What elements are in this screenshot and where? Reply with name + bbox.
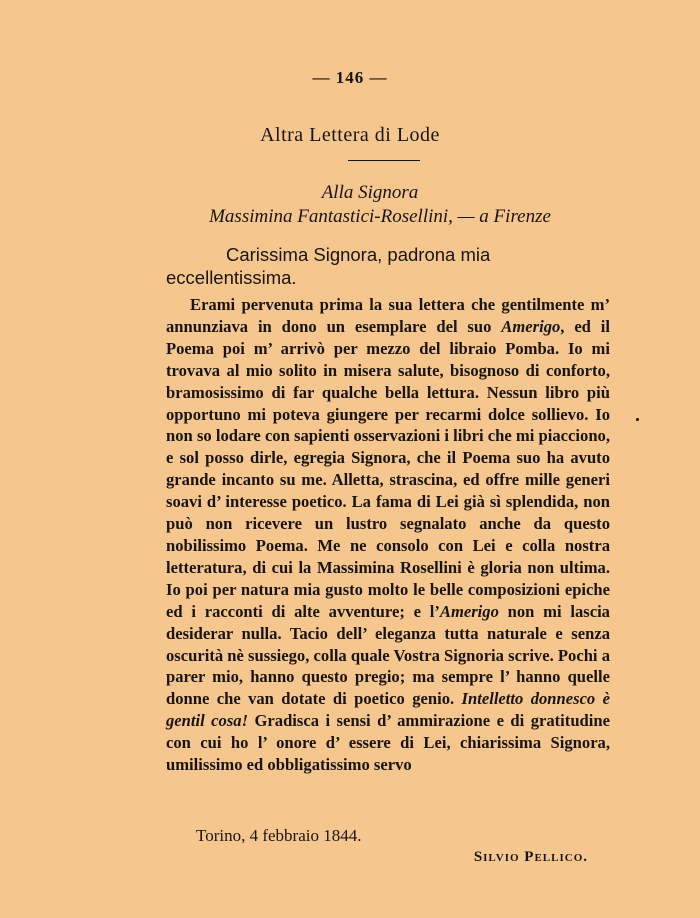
signature: Silvio Pellico. bbox=[473, 849, 588, 865]
body-text: , ed il Poema poi m’ arrivò per mezzo del libraio Pomba. Io mi trovava al mio solito in misera salute, bisognoso di conforto, bramosissimo di far qualche bella lettura. Nessun libro più opportuno mi poteva giungere per recarmi dolce sollievo. Io non so lodare con sapienti osservazioni i libri che mi piacciono, e sol posso dirle, egregia Signora, che il Poema suo ha avuto grande incanto su me. Alletta, strascina, ed offre mille generi soavi d’ interesse poetico. La fama di Lei già sì splendida, non può non ricevere un lustro segnalato anche da questo nobilissimo Poema. Me ne consolo con Lei e colla nostra letteratura, di cui la Massimina Rosellini è gloria non ultima. Io poi per natura mia gusto molto le belle composizioni epiche ed i racconti di alte avventure; e l’ bbox=[166, 316, 610, 621]
dateline: Torino, 4 febbraio 1844. bbox=[196, 826, 362, 845]
body-italic-title: Amerigo bbox=[501, 316, 561, 336]
body-text: Erami pervenuta prima la sua lettera che gentilmente m’ annunziava in dono un esemplare del suo bbox=[166, 295, 610, 336]
letter-body bbox=[166, 294, 610, 776]
address-line-1: Alla Signora bbox=[321, 182, 419, 203]
body-text: Gradisca i sensi d’ ammirazione e di gratitudine con cui ho l’ onore d’ essere di Lei, chiarissima Signora, umilissimo ed obbligatissimo servo bbox=[166, 711, 610, 775]
body-italic-title: Amerigo bbox=[439, 601, 499, 621]
letter-heading: Altra Lettera di Lode bbox=[260, 124, 440, 146]
salutation: Carissima Signora, padrona mia eccellentissima. bbox=[166, 244, 491, 288]
page-number: — 146 — bbox=[312, 68, 388, 87]
address-line-2: Massimina Fantastici-Rosellini, — a Firenze bbox=[209, 206, 551, 227]
body-italic-quote: Intelletto donnesco è gentil cosa! bbox=[166, 689, 610, 731]
heading-rule bbox=[348, 160, 420, 161]
margin-speck bbox=[636, 418, 639, 421]
body-text: non mi lascia desiderar nulla. Tacio dell’ eleganza tutta naturale e senza oscurità nè sussiego, colla quale Vostra Signoria scrive. Pochi a parer mio, hanno questo pregio; ma sempre l’ hanno quelle donne che van dotate di poetico genio. bbox=[166, 601, 610, 709]
